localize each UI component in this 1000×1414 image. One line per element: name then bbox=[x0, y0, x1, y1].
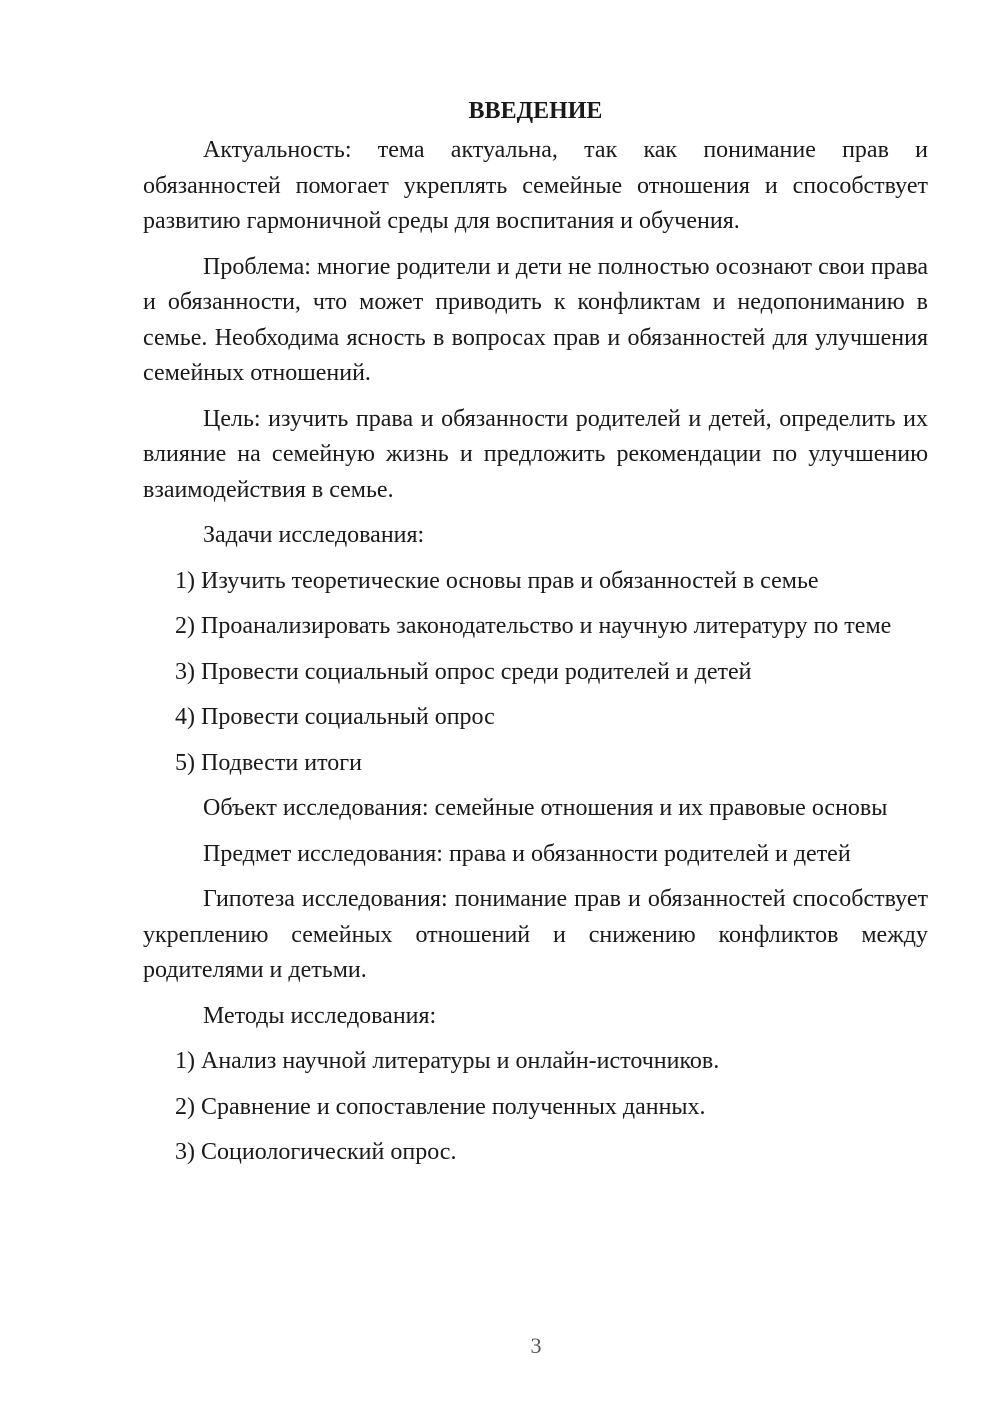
task-item: 3) Провести социальный опрос среди родителей и детей bbox=[175, 658, 752, 685]
methods-title: Методы исследования: bbox=[203, 1002, 437, 1029]
section-heading: ВВЕДЕНИЕ bbox=[468, 98, 603, 124]
problem-paragraph: Проблема: многие родители и дети не полностью осознают свои права и обязанности, что может приводить к конфликтам и недопониманию в семье. Необходима ясность в вопросах прав и обязанностей для улучшения семейных отношений. bbox=[143, 253, 928, 386]
goal-paragraph: Цель: изучить права и обязанности родителей и детей, определить их влияние на семейную жизнь и предложить рекомендации по улучшению взаимодействия в семье. bbox=[143, 405, 928, 503]
task-item: 5) Подвести итоги bbox=[175, 749, 362, 776]
page-number: 3 bbox=[530, 1333, 542, 1358]
method-item: 3) Социологический опрос. bbox=[175, 1139, 457, 1165]
subject-paragraph: Предмет исследования: права и обязанности родителей и детей bbox=[203, 840, 851, 867]
method-item: 2) Сравнение и сопоставление полученных данных. bbox=[175, 1093, 706, 1120]
object-paragraph: Объект исследования: семейные отношения и их правовые основы bbox=[203, 795, 888, 821]
task-item: 2) Проанализировать законодательство и научную литературу по теме bbox=[175, 613, 892, 639]
task-item: 4) Провести социальный опрос bbox=[175, 704, 495, 730]
relevance-paragraph: Актуальность: тема актуальна, так как понимание прав и обязанностей помогает укреплять семейные отношения и способствует развитию гармоничной среды для воспитания и обучения. bbox=[143, 137, 928, 234]
tasks-list bbox=[143, 564, 928, 782]
document-body bbox=[143, 93, 928, 1181]
method-item: 1) Анализ научной литературы и онлайн-источников. bbox=[175, 1048, 720, 1074]
hypothesis-paragraph: Гипотеза исследования: понимание прав и обязанностей способствует укреплению семейных отношений и снижению конфликтов между родителями и детьми. bbox=[143, 886, 928, 983]
task-item: 1) Изучить теоретические основы прав и обязанностей в семье bbox=[175, 567, 819, 594]
tasks-title: Задачи исследования: bbox=[203, 522, 425, 548]
methods-list bbox=[143, 1044, 928, 1171]
